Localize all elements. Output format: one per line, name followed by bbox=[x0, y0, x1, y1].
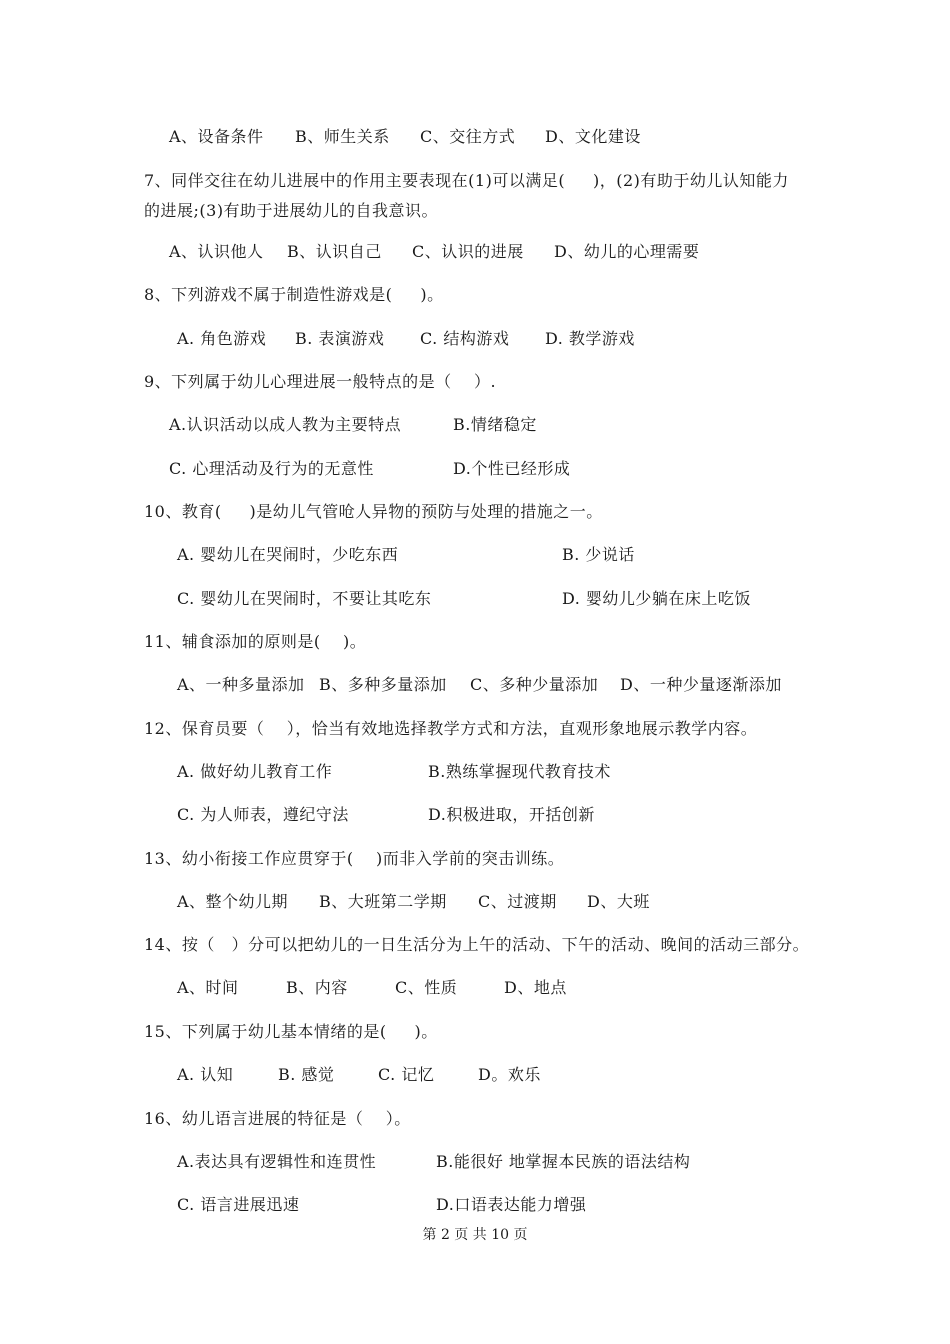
q15-option-b: B. 感觉 bbox=[278, 1065, 335, 1084]
q13-option-c: C、过渡期 bbox=[478, 892, 557, 911]
q6-option-d: D、文化建设 bbox=[545, 127, 641, 146]
q7-stem-line2: 的进展;(3)有助于进展幼儿的自我意识。 bbox=[144, 201, 439, 220]
q12-option-b: B.熟练掌握现代教育技术 bbox=[428, 762, 611, 781]
q9-option-b: B.情绪稳定 bbox=[453, 415, 537, 434]
q11-option-d: D、一种少量逐渐添加 bbox=[620, 675, 782, 694]
q16-option-b: B.能很好 地掌握本民族的语法结构 bbox=[436, 1152, 691, 1171]
q10-stem: 10、教育( )是幼儿气管呛人异物的预防与处理的措施之一。 bbox=[144, 502, 603, 521]
q10-option-c: C. 婴幼儿在哭闹时，不要让其吃东 bbox=[177, 589, 432, 608]
q16-option-d: D.口语表达能力增强 bbox=[436, 1195, 587, 1214]
q15-option-c: C. 记忆 bbox=[378, 1065, 435, 1084]
q12-stem: 12、保育员要（ ），恰当有效地选择教学方式和方法，直观形象地展示教学内容。 bbox=[144, 719, 758, 738]
q14-option-a: A、时间 bbox=[177, 978, 239, 997]
q13-option-a: A、整个幼儿期 bbox=[177, 892, 289, 911]
q6-option-b: B、师生关系 bbox=[295, 127, 390, 146]
q16-option-c: C. 语言进展迅速 bbox=[177, 1195, 300, 1214]
q16-stem: 16、幼儿语言进展的特征是（ ）。 bbox=[144, 1109, 411, 1128]
q7-option-d: D、幼儿的心理需要 bbox=[554, 242, 700, 261]
q10-option-d: D. 婴幼儿少躺在床上吃饭 bbox=[562, 589, 751, 608]
q13-option-d: D、大班 bbox=[587, 892, 650, 911]
q9-option-d: D.个性已经形成 bbox=[453, 459, 571, 478]
q10-option-a: A. 婴幼儿在哭闹时，少吃东西 bbox=[177, 545, 399, 564]
q13-stem: 13、幼小衔接工作应贯穿于( )而非入学前的突击训练。 bbox=[144, 849, 565, 868]
q7-stem-line1: 7、同伴交往在幼儿进展中的作用主要表现在(1)可以满足( )，(2)有助于幼儿认知能力 bbox=[144, 171, 789, 190]
q6-option-a: A、设备条件 bbox=[169, 127, 264, 146]
q8-option-c: C. 结构游戏 bbox=[420, 329, 510, 348]
q7-option-b: B、认识自己 bbox=[287, 242, 382, 261]
q8-option-d: D. 教学游戏 bbox=[545, 329, 635, 348]
q6-option-c: C、交往方式 bbox=[420, 127, 516, 146]
q7-option-a: A、认识他人 bbox=[169, 242, 264, 261]
q15-stem: 15、下列属于幼儿基本情绪的是( )。 bbox=[144, 1022, 438, 1041]
q16-option-a: A.表达具有逻辑性和连贯性 bbox=[177, 1152, 377, 1171]
q14-stem: 14、按（ ）分可以把幼儿的一日生活分为上午的活动、下午的活动、晚间的活动三部分。 bbox=[144, 935, 810, 954]
q9-option-a: A.认识活动以成人教为主要特点 bbox=[169, 415, 402, 434]
q10-option-b: B. 少说话 bbox=[562, 545, 635, 564]
q14-option-c: C、性质 bbox=[395, 978, 458, 997]
q12-option-d: D.积极进取，开括创新 bbox=[428, 805, 595, 824]
q11-option-a: A、一种多量添加 bbox=[177, 675, 305, 694]
q12-option-a: A. 做好幼儿教育工作 bbox=[177, 762, 333, 781]
q8-option-b: B. 表演游戏 bbox=[295, 329, 385, 348]
q8-option-a: A. 角色游戏 bbox=[177, 329, 267, 348]
q9-option-c: C. 心理活动及行为的无意性 bbox=[169, 459, 374, 478]
q14-option-b: B、内容 bbox=[286, 978, 348, 997]
q15-option-d: D。欢乐 bbox=[478, 1065, 541, 1084]
q13-option-b: B、大班第二学期 bbox=[319, 892, 447, 911]
q11-option-c: C、多种少量添加 bbox=[470, 675, 599, 694]
q7-option-c: C、认识的进展 bbox=[412, 242, 524, 261]
q15-option-a: A. 认知 bbox=[177, 1065, 234, 1084]
q12-option-c: C. 为人师表，遵纪守法 bbox=[177, 805, 349, 824]
q11-stem: 11、辅食添加的原则是( )。 bbox=[144, 632, 367, 651]
q8-stem: 8、下列游戏不属于制造性游戏是( )。 bbox=[144, 285, 444, 304]
page-footer: 第 2 页 共 10 页 bbox=[422, 1227, 528, 1243]
q9-stem: 9、下列属于幼儿心理进展一般特点的是（ ）. bbox=[144, 372, 497, 391]
q14-option-d: D、地点 bbox=[504, 978, 567, 997]
q11-option-b: B、多种多量添加 bbox=[319, 675, 447, 694]
